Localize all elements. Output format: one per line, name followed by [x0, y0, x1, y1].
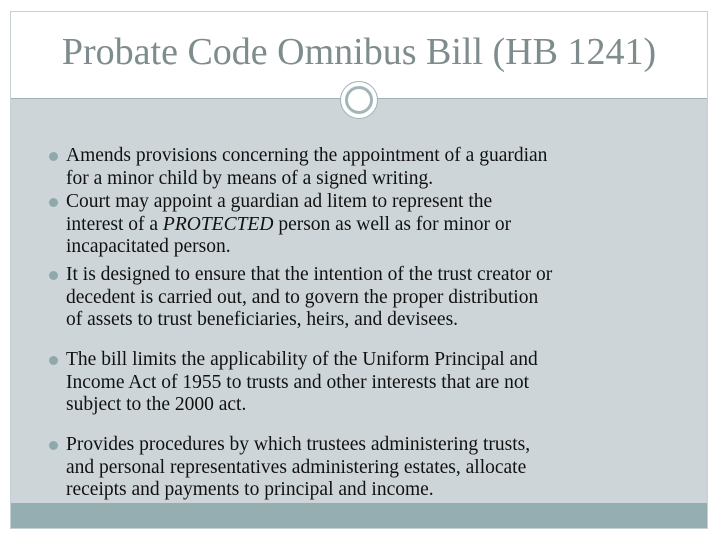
bullet-line: subject to the 2000 act. [66, 394, 247, 415]
emphasized-word: PROTECTED [162, 213, 274, 235]
bullet-text [66, 264, 694, 332]
bullet-line: of assets to trust beneficiaries, heirs, and devisees. [66, 309, 459, 330]
bullet-dot-icon [49, 152, 58, 161]
circle-ornament-inner [345, 86, 373, 114]
bullet-text [66, 145, 694, 190]
bullet-dot-icon [49, 441, 58, 450]
bullet-dot-icon [49, 198, 58, 207]
bullet-line: Provides procedures by which trustees administering trusts, [66, 434, 531, 455]
bullet-line: It is designed to ensure that the intention of the trust creator or [66, 264, 553, 285]
slide-title: Probate Code Omnibus Bill (HB 1241) [61, 31, 657, 73]
bullet-line-end: person as well as for minor or [273, 213, 512, 235]
bullet-text [66, 191, 694, 259]
bullet-dot-icon [49, 271, 58, 280]
content-area [11, 99, 707, 503]
bullet-line: and personal representatives administering estates, allocate [66, 456, 527, 478]
bullet-line: Income Act of 1955 to trusts and other interests that are not [66, 371, 530, 393]
bullet-text [66, 349, 694, 417]
bullet-line: The bill limits the applicability of the Uniform Principal and [66, 349, 538, 370]
bullet-line: incapacitated person. [66, 236, 231, 257]
circle-ornament-icon [340, 81, 378, 119]
bullet-line: Amends provisions concerning the appointment of a guardian [66, 145, 548, 166]
bullet-dot-icon [49, 356, 58, 365]
bullet-line: Court may appoint a guardian ad litem to represent the [66, 191, 493, 212]
bullet-line: for a minor child by means of a signed writing. [66, 167, 434, 189]
bullet-text [66, 434, 694, 502]
bullet-line-start: interest of a [66, 213, 163, 235]
bullet-line [66, 214, 694, 237]
slide [10, 11, 708, 529]
bullet-line: decedent is carried out, and to govern the proper distribution [66, 286, 539, 308]
bullet-line: receipts and payments to principal and income. [66, 479, 434, 500]
footer-bar [11, 503, 707, 528]
